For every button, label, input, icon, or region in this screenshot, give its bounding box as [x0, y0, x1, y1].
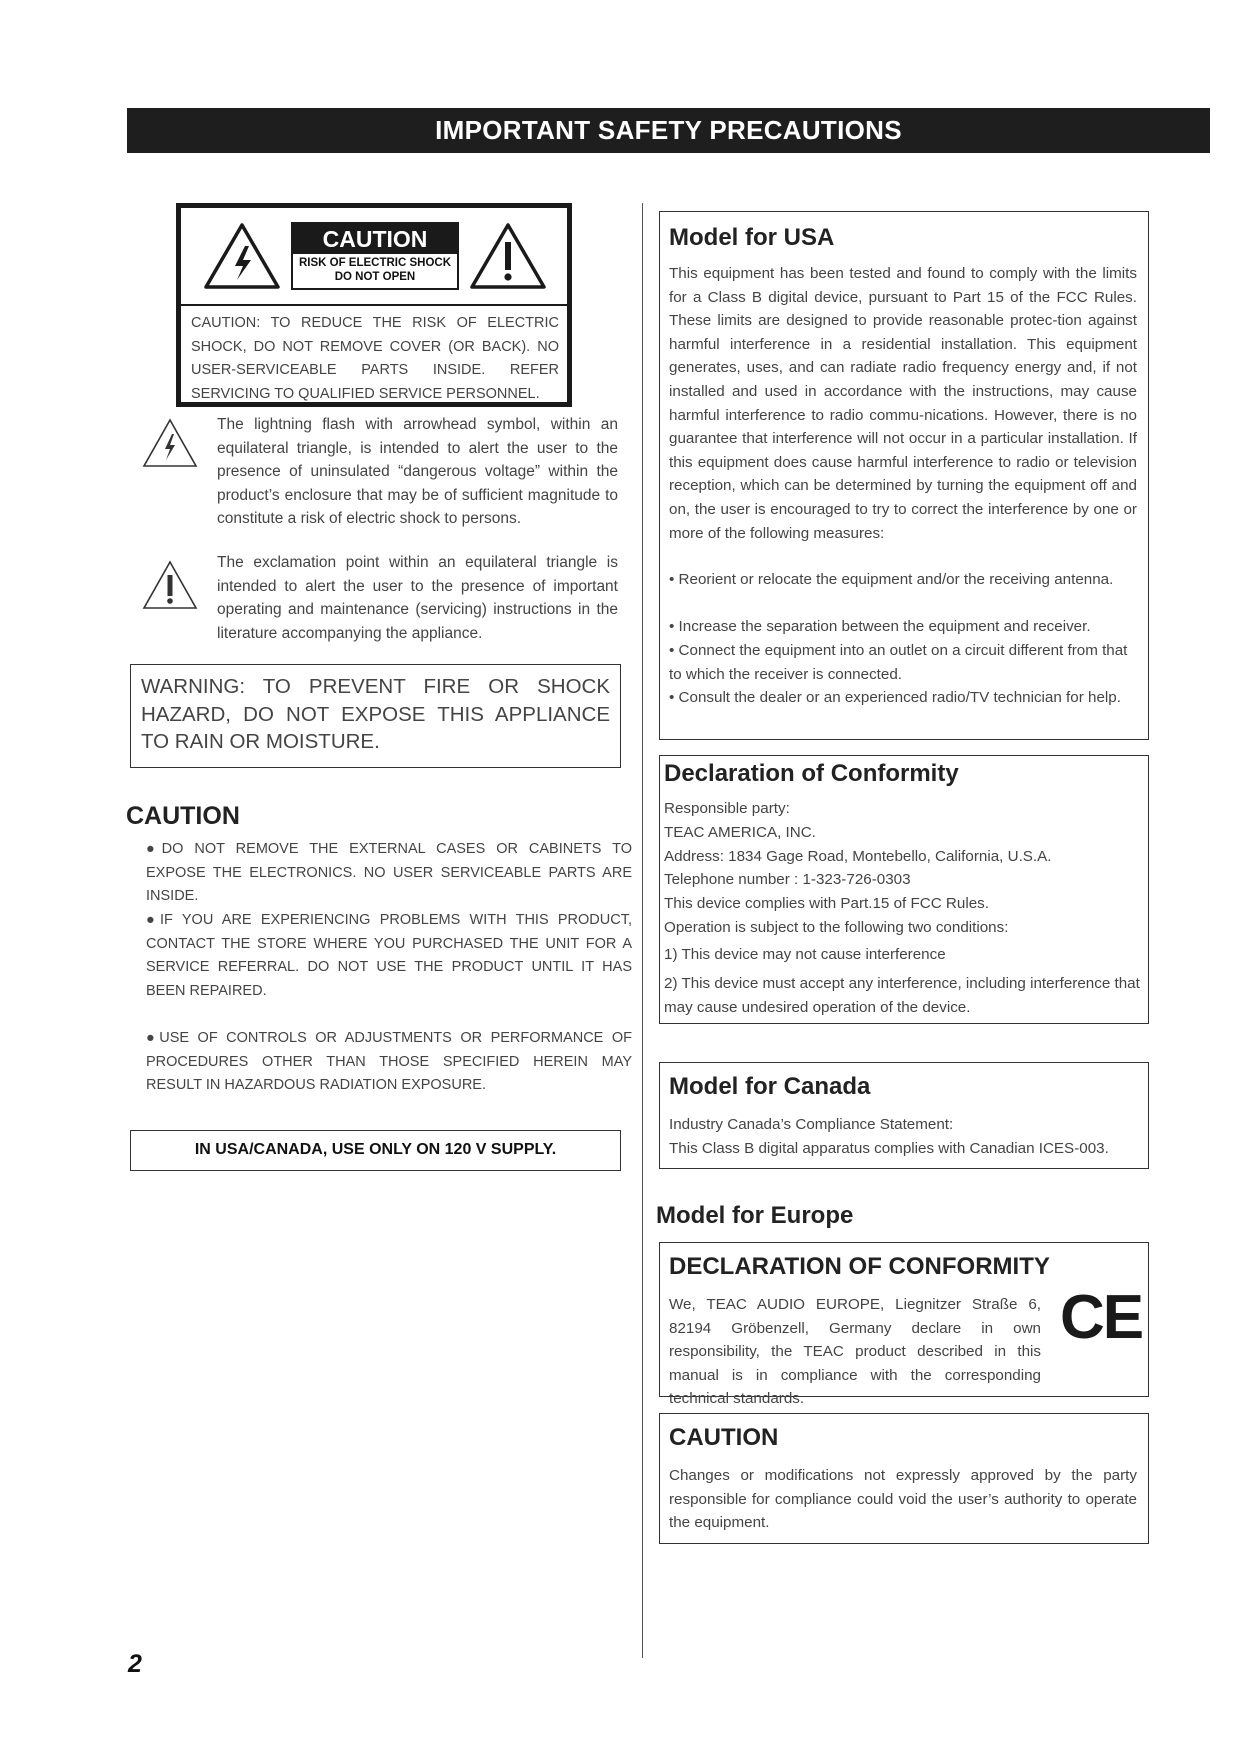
- doc-line-1: Responsible party:: [664, 800, 790, 817]
- caution-tag: [291, 222, 459, 290]
- doc-line-2: TEAC AMERICA, INC.: [664, 824, 816, 841]
- caution-tag-line2: DO NOT OPEN: [334, 271, 416, 283]
- europe-box-heading: DECLARATION OF CONFORMITY: [669, 1253, 1050, 1280]
- usa-body: This equipment has been tested and found to comply with the limits for a Class B digital device, pursuant to Part 15 of the FCC Rules. These limits are designed to provide reasonable protec-tion against harmful interference in a residential installation. This equipment generates, uses, and can radiate radio frequency energy and, if not installed and used in accordance with the instructions, may cause harmful interference to radio commu-nications. However, there is no guarantee that interference will not occur in a particular installation. If this equipment does cause harmful interference to radio or television reception, which can be determined by turning the equipment off and on, the user is encouraged to try to correct the interference by one or more of the following measures:: [669, 265, 1137, 542]
- doc-line-3: Address: 1834 Gage Road, Montebello, California, U.S.A.: [664, 848, 1052, 865]
- usa-measure-3: • Connect the equipment into an outlet on a circuit different from that to which the receiver is connected.: [669, 642, 1128, 683]
- doc-line-4: Telephone number : 1-323-726-0303: [664, 871, 911, 888]
- caution-right-heading: CAUTION: [669, 1424, 779, 1451]
- canada-heading: Model for Canada: [669, 1073, 871, 1100]
- canada-box: [659, 1062, 1149, 1169]
- usa-box: [659, 211, 1149, 740]
- usa-heading: Model for USA: [669, 224, 835, 251]
- doc-box: [659, 755, 1149, 1024]
- page-number: 2: [128, 1650, 142, 1678]
- caution-label-text: CAUTION: TO REDUCE THE RISK OF ELECTRIC SHOCK, DO NOT REMOVE COVER (OR BACK). NO USER-SERVICEABLE PARTS INSIDE. REFER SERVICING TO QUALIFIED SERVICE PERSONNEL.: [191, 315, 559, 402]
- column-divider: [642, 203, 643, 1658]
- lightning-symbol-icon: [142, 418, 198, 468]
- exclamation-symbol-text: The exclamation point within an equilateral triangle is intended to alert the user to the presence of important operating and maintenance (servicing) instructions in the literature accompanying the appliance.: [217, 554, 618, 642]
- exclamation-warning-icon: [469, 222, 547, 290]
- caution-bullet-1: ●DO NOT REMOVE THE EXTERNAL CASES OR CABINETS TO EXPOSE THE ELECTRONICS. NO USER SERVICEABLE PARTS ARE INSIDE.: [146, 841, 632, 904]
- europe-heading: Model for Europe: [656, 1202, 854, 1229]
- caution-heading: CAUTION: [126, 802, 240, 830]
- ce-mark: CE: [1060, 1283, 1143, 1352]
- doc-condition-2: 2) This device must accept any interference, including interference that may cause undesired operation of the device.: [664, 975, 1140, 1016]
- doc-line-5: This device complies with Part.15 of FCC Rules.: [664, 895, 989, 912]
- supply-notice: IN USA/CANADA, USE ONLY ON 120 V SUPPLY.: [130, 1130, 621, 1171]
- usa-measure-4: • Consult the dealer or an experienced radio/TV technician for help.: [669, 689, 1121, 706]
- usa-measure-2: • Increase the separation between the equipment and receiver.: [669, 618, 1091, 635]
- usa-measure-1: • Reorient or relocate the equipment and/or the receiving antenna.: [669, 571, 1114, 588]
- exclamation-symbol-icon: [142, 560, 198, 610]
- doc-heading: Declaration of Conformity: [664, 760, 959, 787]
- caution-bullet-2: ●IF YOU ARE EXPERIENCING PROBLEMS WITH THIS PRODUCT, CONTACT THE STORE WHERE YOU PURCHASED THE UNIT FOR A SERVICE REFERRAL. DO NOT USE THE PRODUCT UNTIL IT HAS BEEN REPAIRED.: [146, 912, 632, 999]
- caution-label: [176, 203, 572, 407]
- lightning-symbol-text: The lightning flash with arrowhead symbol, within an equilateral triangle, is intended to alert the user to the presence of uninsulated “dangerous voltage” within the product’s enclosure that may be of sufficient magnitude to constitute a risk of electric shock to persons.: [217, 416, 618, 528]
- canada-line-2: This Class B digital apparatus complies with Canadian ICES-003.: [669, 1140, 1109, 1157]
- lightning-warning-icon: [203, 222, 281, 290]
- canada-line-1: Industry Canada’s Compliance Statement:: [669, 1116, 954, 1133]
- europe-body: We, TEAC AUDIO EUROPE, Liegnitzer Straße 6, 82194 Gröbenzell, Germany declare in own responsibility, the TEAC product described in this manual is in compliance with the corresponding technical standards.: [669, 1296, 1041, 1408]
- doc-line-6: Operation is subject to the following two conditions:: [664, 919, 1009, 936]
- caution-right-body: Changes or modifications not expressly approved by the party responsible for compliance could void the user’s authority to operate the equipment.: [669, 1467, 1137, 1532]
- caution-tag-heading: CAUTION: [293, 224, 457, 254]
- page-title-banner: IMPORTANT SAFETY PRECAUTIONS: [127, 108, 1210, 153]
- europe-box: [659, 1242, 1149, 1408]
- fire-shock-warning: WARNING: TO PREVENT FIRE OR SHOCK HAZARD, DO NOT EXPOSE THIS APPLIANCE TO RAIN OR MOISTURE.: [130, 664, 621, 768]
- caution-right-box: [659, 1413, 1149, 1544]
- caution-tag-line1: RISK OF ELECTRIC SHOCK: [298, 257, 452, 269]
- caution-bullet-3: ●USE OF CONTROLS OR ADJUSTMENTS OR PERFORMANCE OF PROCEDURES OTHER THAN THOSE SPECIFIED HEREIN MAY RESULT IN HAZARDOUS RADIATION EXPOSURE.: [146, 1030, 632, 1093]
- doc-condition-1: 1) This device may not cause interference: [664, 946, 946, 963]
- caution-label-header: [181, 208, 567, 306]
